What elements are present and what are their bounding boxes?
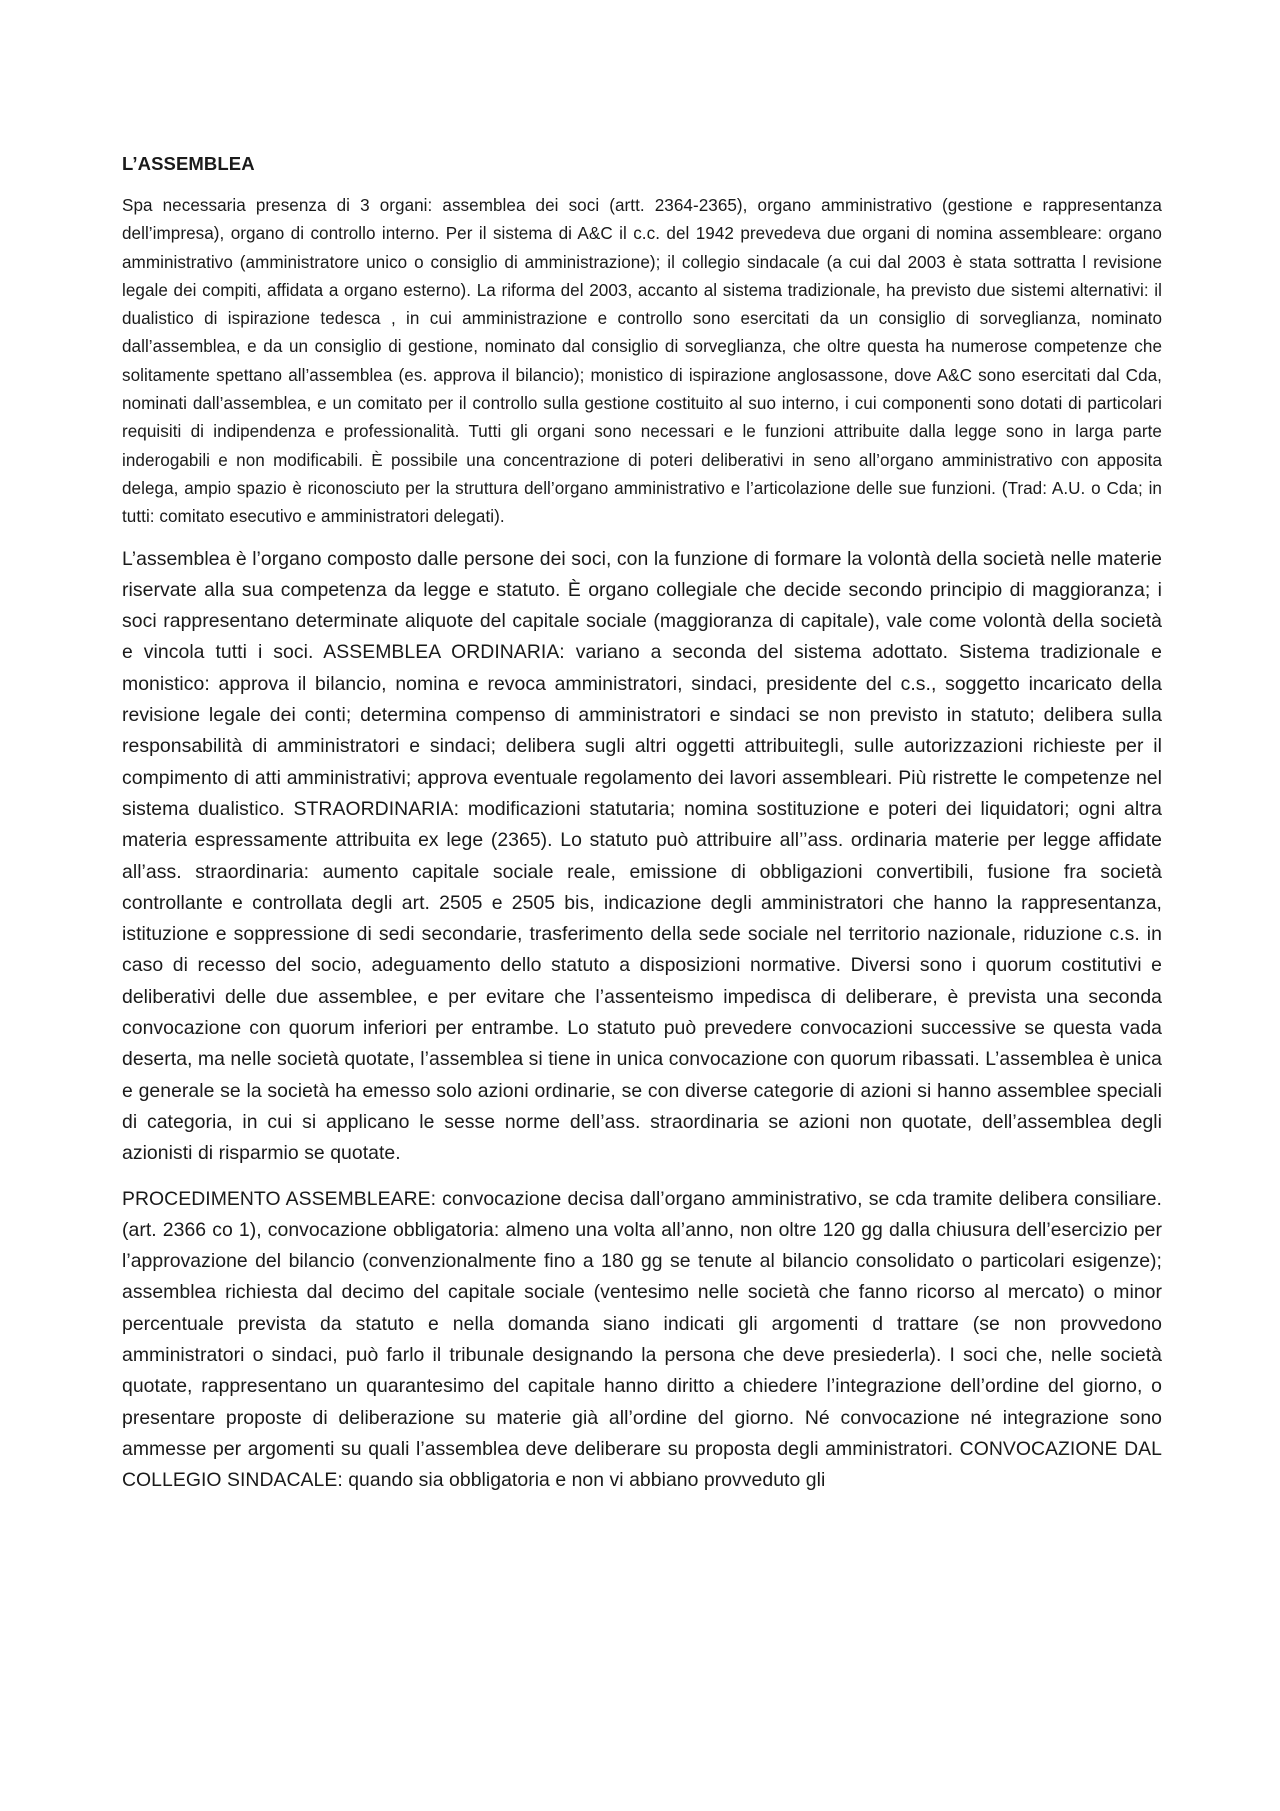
document-body (122, 152, 1162, 1510)
intro-paragraph: Spa necessaria presenza di 3 organi: assemblea dei soci (artt. 2364-2365), organo amministrativo (gestione e rappresentanza dell’impresa), organo di controllo interno. Per il sistema di A&C il c.c. del 1942 prevedeva due organi di nomina assembleare: organo amministrativo (amministratore unico o consiglio di amministrazione); il collegio sindacale (a cui dal 2003 è stata sottratta l revisione legale dei compiti, affidata a organo esterno). La riforma del 2003, accanto al sistema tradizionale, ha previsto due sistemi alternativi: il dualistico di ispirazione tedesca , in cui amministrazione e controllo sono esercitati da un consiglio di sorveglianza, nominato dall’assemblea, e da un consiglio di gestione, nominato dal consiglio di sorveglianza, che oltre questa ha numerose competenze che solitamente spettano all’assemblea (es. approva il bilancio); monistico di ispirazione anglosassone, dove A&C sono esercitati dal Cda, nominati dall’assemblea, e un comitato per il controllo sulla gestione costituito al suo interno, i cui componenti sono dotati di particolari requisiti di indipendenza e professionalità. Tutti gli organi sono necessari e le funzioni attribuite dalla legge sono in larga parte inderogabili e non modificabili. È possibile una concentrazione di poteri deliberativi in seno all’organo amministrativo con apposita delega, ampio spazio è riconosciuto per la struttura dell’organo amministrativo e l’articolazione delle sue funzioni. (Trad: A.U. o Cda; in tutti: comitato esecutivo e amministratori delegati). (122, 196, 1162, 527)
body-paragraph-procedimento: PROCEDIMENTO ASSEMBLEARE: convocazione decisa dall’organo amministrativo, se cda tramite delibera consiliare. (art. 2366 co 1), convocazione obbligatoria: almeno una volta all’anno, non oltre 120 gg dalla chiusura dell’esercizio per l’approvazione del bilancio (convenzionalmente fino a 180 gg se tenute al bilancio consolidato o particolari esigenze); assemblea richiesta dal decimo del capitale sociale (ventesimo nelle società che fanno ricorso al mercato) o minor percentuale prevista da statuto e nella domanda siano indicati gli argomenti d trattare (se non provvedono amministratori o sindaci, può farlo il tribunale designando la persona che deve presiederla). I soci che, nelle società quotate, rappresentano un quarantesimo del capitale hanno diritto a chiedere l’integrazione dell’ordine del giorno, o presentare proposte di deliberazione su materie già all’ordine del giorno. Né convocazione né integrazione sono ammesse per argomenti su quali l’assemblea deve deliberare su proposta degli amministratori. CONVOCAZIONE DAL COLLEGIO SINDACALE: quando sia obbligatoria e non vi abbiano provveduto gli (122, 1187, 1162, 1492)
section-title: L’ASSEMBLEA (122, 153, 255, 174)
body-paragraph-assemblea: L’assemblea è l’organo composto dalle persone dei soci, con la funzione di formare la volontà della società nelle materie riservate alla sua competenza da legge e statuto. È organo collegiale che decide secondo principio di maggioranza; i soci rappresentano determinate aliquote del capitale sociale (maggioranza di capitale), vale come volontà della società e vincola tutti i soci. ASSEMBLEA ORDINARIA: variano a seconda del sistema adottato. Sistema tradizionale e monistico: approva il bilancio, nomina e revoca amministratori, sindaci, presidente del c.s., soggetto incaricato della revisione legale dei conti; determina compenso di amministratori e sindaci se non previsto in statuto; delibera sulla responsabilità di amministratori e sindaci; delibera sugli altri oggetti attribuitegli, sulle autorizzazioni richieste per il compimento di atti amministrativi; approva eventuale regolamento dei lavori assembleari. Più ristrette le competenze nel sistema dualistico. STRAORDINARIA: modificazioni statutaria; nomina sostituzione e poteri dei liquidatori; ogni altra materia espressamente attribuita ex lege (2365). Lo statuto può attribuire all’’ass. ordinaria materie per legge affidate all’ass. straordinaria: aumento capitale sociale reale, emissione di obbligazioni convertibili, fusione fra società controllante e controllata degli art. 2505 e 2505 bis, indicazione degli amministratori che hanno la rappresentanza, istituzione e soppressione di sedi secondarie, trasferimento della sede sociale nel territorio nazionale, riduzione c.s. in caso di recesso del socio, adeguamento dello statuto a disposizioni normative. Diversi sono i quorum costitutivi e deliberativi delle due assemblee, e per evitare che l’assenteismo impedisca di deliberare, è prevista una seconda convocazione con quorum inferiori per entrambe. Lo statuto può prevedere convocazioni successive se questa vada deserta, ma nelle società quotate, l’assemblea si tiene in unica convocazione con quorum ribassati. L’assemblea è unica e generale se la società ha emesso solo azioni ordinarie, se con diverse categorie di azioni si hanno assemblee speciali di categoria, in cui si applicano le sesse norme dell’ass. straordinaria se azioni non quotate, dell’assemblea degli azionisti di risparmio se quotate. (122, 547, 1162, 1165)
